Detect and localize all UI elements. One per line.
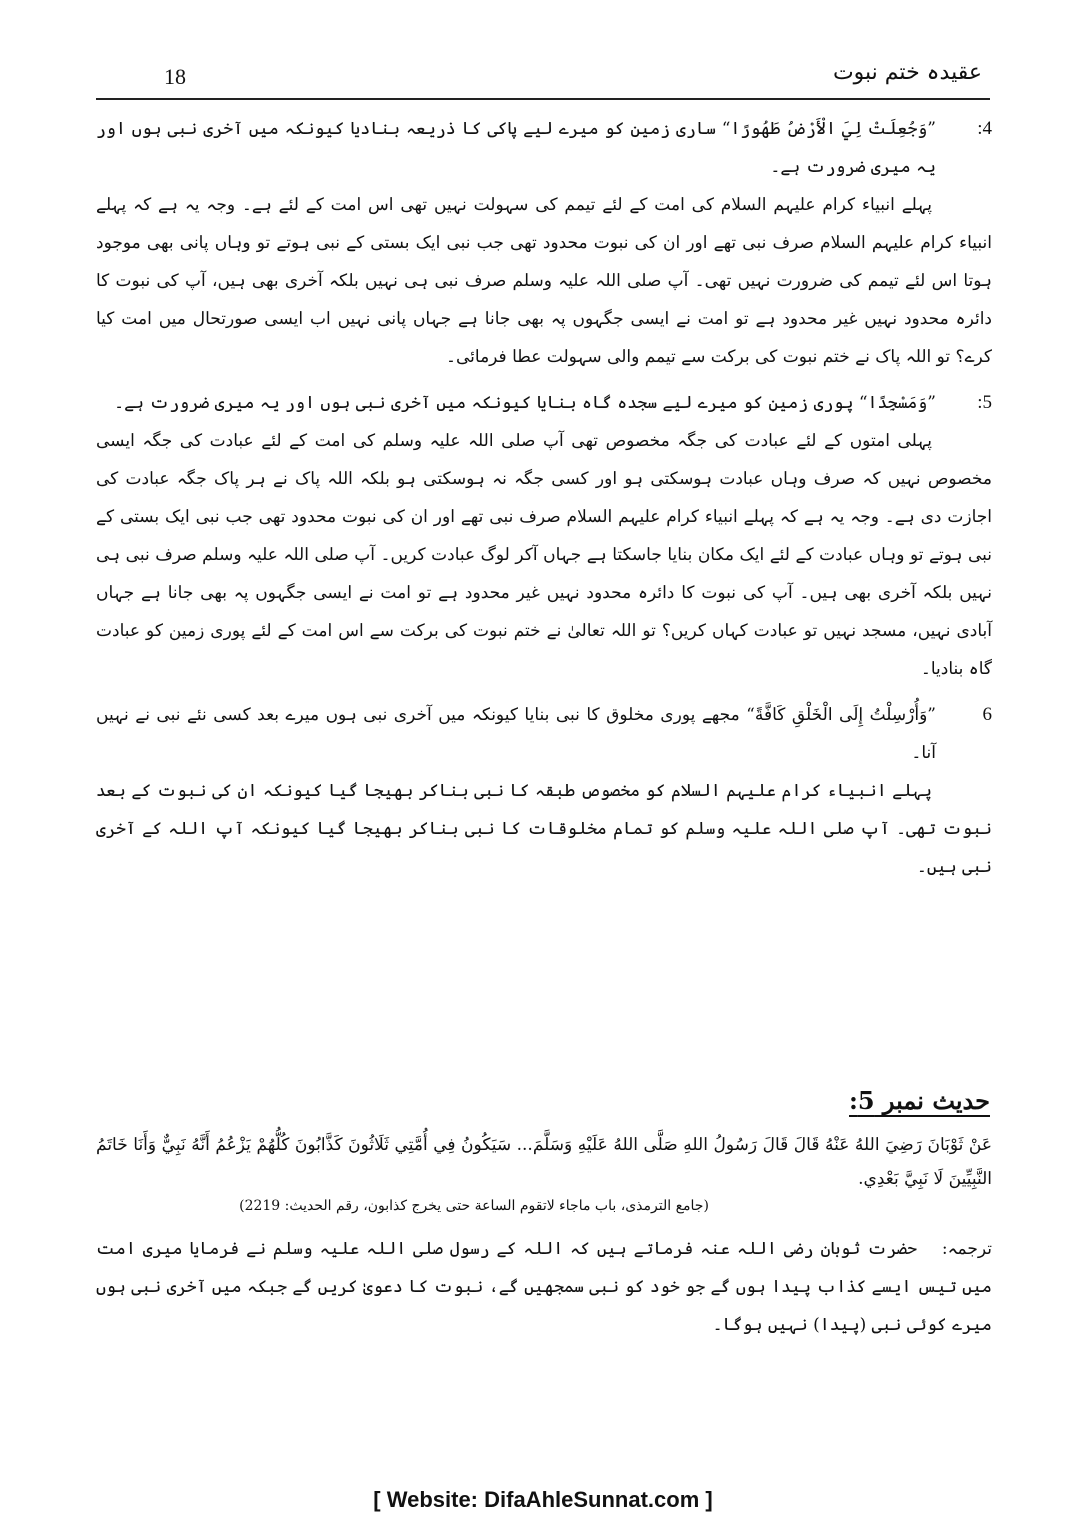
hadith-source: (جامع الترمذی، باب ماجاء لاتقوم الساعة حتی یخرج کذابون، رقم الحدیث: 2219) xyxy=(239,1198,709,1214)
hadith-translation xyxy=(96,1230,992,1344)
main-content xyxy=(96,110,992,894)
item-number: 5: xyxy=(977,392,992,413)
item-text: ”وَجُعِلَتْ لِيَ الْأَرْضُ طَهُورًا“ ساری زمین کو میرے لیے پاکی کا ذریعہ بنادیا کیونکہ میں آخری نبی ہوں اور یہ میری ضرورت ہے۔ xyxy=(96,119,936,177)
running-title: عقیدہ ختم نبوت xyxy=(832,60,982,85)
translation-text: حضرت ثوبان رضی اللہ عنہ فرماتے ہیں کہ اللہ کے رسول صلی اللہ علیہ وسلم نے فرمایا میری امت میں تیس ایسے کذاب پیدا ہوں گے جو خود کو نبی سمجھیں گے، نبوت کا دعویٰ کریں گے جبکہ میں آخری نبی ہوں میرے کوئی نبی (پیدا) نہیں ہوگا۔ xyxy=(96,1239,992,1335)
hadith-heading: حدیث نمبر 5: xyxy=(849,1086,990,1115)
item-text: ”وَأُرْسِلْتُ إِلَى الْخَلْقِ كَافَّةً“ مجھے پوری مخلوق کا نبی بنایا کیونکہ میں آخری نبی ہوں میرے بعد کسی نئے نبی نے نہیں آنا۔ xyxy=(96,705,936,763)
item-explanation: پہلے انبیاء کرام علیہم السلام کی امت کے لئے تیمم کی سہولت نہیں تھی اس امت کے لئے ہے۔ وجہ یہ ہے کہ پہلے انبیاء کرام علیہم السلام صرف نبی تھے اور ان کی نبوت محدود تھی جب نبی ایک بستی کے نبی ہوتے تو وہاں پانی بھی موجود ہوتا اس لئے تیمم کی ضرورت نہیں تھی۔ آپ صلی اللہ علیہ وسلم صرف نبی ہی نہیں بلکہ آخری بھی ہیں، آپ کی نبوت کا دائرہ محدود نہیں غیر محدود ہے تو امت نے ایسی جگہوں پہ بھی جانا ہے جہاں پانی نہیں اب ایسی صورتحال میں امت کیا کرے؟ تو اللہ پاک نے ختم نبوت کی برکت سے تیمم والی سہولت عطا فرمائی۔ xyxy=(96,195,992,367)
translation-label: ترجمہ: xyxy=(941,1239,992,1259)
hadith-arabic-text: عَنْ ثَوْبَانَ رَضِيَ اللهُ عَنْهُ قَالَ قَالَ رَسُولُ اللهِ صَلَّى اللهُ عَلَيْهِ وَسَلَّمَ... سَيَكُونُ فِي أُمَّتِي ثَلَاثُونَ كَذَّابُونَ كُلُّهُمْ يَزْعُمُ أَنَّهُ نَبِيٌّ وَأَنَا خَاتَمُ النَّبِيِّينَ لَا نَبِيَّ بَعْدِي. xyxy=(96,1135,992,1189)
page-header xyxy=(96,62,990,100)
item-explanation: پہلے انبیاء کرام علیہم السلام کو مخصوص طبقہ کا نبی بناکر بھیجا گیا کیونکہ ان کی نبوت کے بعد نبوت تھی۔ آپ صلی اللہ علیہ وسلم کو تمام مخلوقات کا نبی بناکر بھیجا گیا کیونکہ آپ اللہ کے آخری نبی ہیں۔ xyxy=(96,781,992,877)
item-number: 6 xyxy=(982,704,992,725)
list-item xyxy=(96,110,992,186)
item-number: 4: xyxy=(977,118,992,139)
page-number: 18 xyxy=(164,64,186,89)
item-explanation: پہلی امتوں کے لئے عبادت کی جگہ مخصوص تھی آپ صلی اللہ علیہ وسلم کی امت کے لئے عبادت کی جگہ ایسی مخصوص نہیں کہ صرف وہاں عبادت ہوسکتی ہو اور کسی جگہ نہ ہوسکتی ہو بلکہ اللہ پاک نے ہر پاک جگہ عبادت کی اجازت دی ہے۔ وجہ یہ ہے کہ پہلے انبیاء کرام علیہم السلام صرف نبی تھے اور ان کی نبوت محدود تھی جب نبی ایک بستی کے نبی ہوتے تو وہاں عبادت کے لئے ایک مکان بنایا جاسکتا ہے جہاں آکر لوگ عبادت کریں۔ آپ صلی اللہ علیہ وسلم صرف نبی ہی نہیں بلکہ آخری بھی ہیں۔ آپ کی نبوت کا دائرہ محدود نہیں غیر محدود ہے تو امت نے ایسی جگہوں پہ بھی جانا ہے جہاں آبادی نہیں، مسجد نہیں تو عبادت کہاں کریں؟ تو اللہ تعالیٰ نے ختم نبوت کی برکت سے اس امت کے لئے پوری زمین کو عبادت گاہ بنادیا۔ xyxy=(96,431,992,679)
list-item xyxy=(96,696,992,772)
item-text: ”وَمَسْجِدًا“ پوری زمین کو میرے لیے سجدہ گاہ بنایا کیونکہ میں آخری نبی ہوں اور یہ میری ضرورت ہے۔ xyxy=(114,393,936,413)
website-footer: [ Website: DifaAhleSunnat.com ] xyxy=(373,1487,713,1512)
list-item xyxy=(96,384,992,422)
